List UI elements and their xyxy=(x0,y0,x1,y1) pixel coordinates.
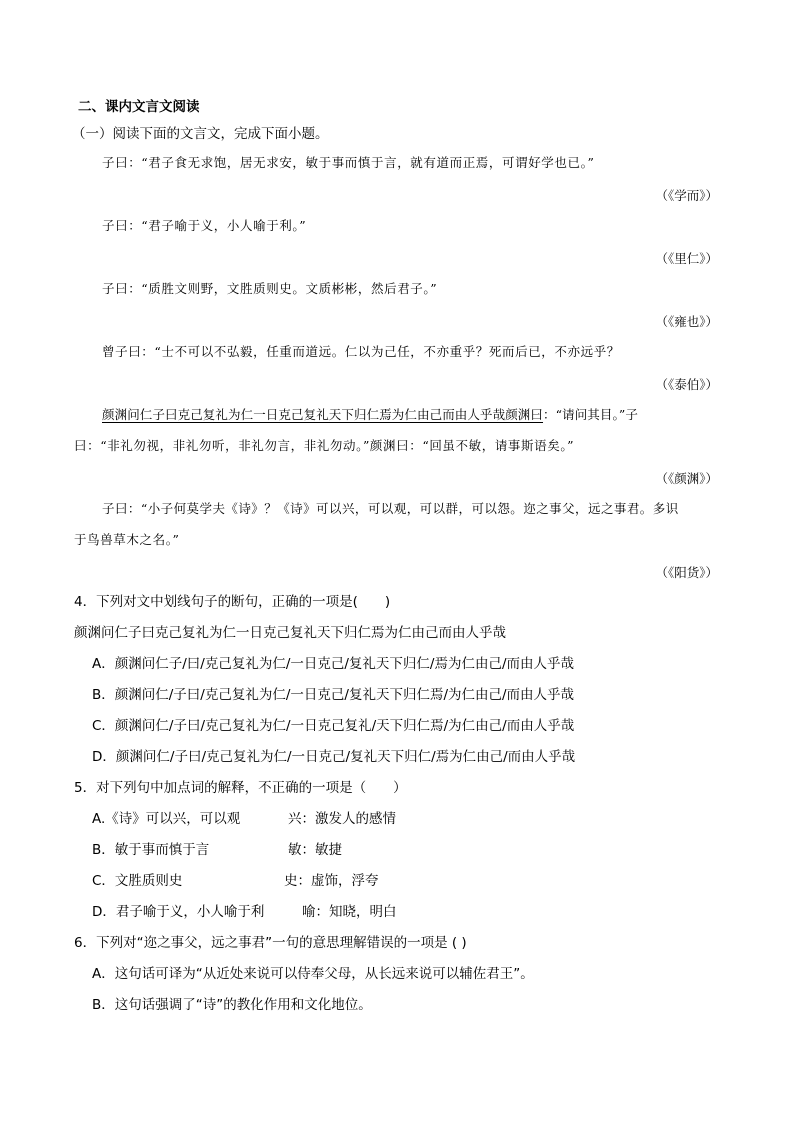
source-yanghuo: （《阳货》） xyxy=(655,565,718,580)
q5-option-c-gloss: 史：虚饰，浮夸 xyxy=(284,873,379,889)
q4-sentence: 颜渊问仁子曰克己复礼为仁一日克己复礼天下归仁焉为仁由己而由人乎哉 xyxy=(74,625,506,641)
passage-yongye: 子曰：“质胜文则野，文胜质则史。文质彬彬，然后君子。” xyxy=(102,281,438,296)
passage-xueer: 子曰：“君子食无求饱，居无求安，敏于事而慎于言，就有道而正焉，可谓好学也已。” xyxy=(102,155,595,170)
yanyuan-line1-rest: ：“请问其目。”子 xyxy=(543,407,638,422)
q5-stem: 5．对下列句中加点词的解释，不正确的一项是（ ） xyxy=(74,780,407,796)
source-xueer: （《学而》） xyxy=(655,188,718,203)
q4-option-b[interactable]: B．颜渊问仁/子曰/克己复礼为仁/一日克己/复礼天下归仁焉/为仁由己/而由人乎哉 xyxy=(92,687,575,703)
passage-yanyuan-line1 xyxy=(102,406,638,424)
q5-option-c-sentence: C．文胜质则史 xyxy=(92,873,183,889)
q5-option-a-sentence: A.《诗》可以兴，可以观 xyxy=(92,811,241,827)
passage-yanyuan-line2: 曰：“非礼勿视，非礼勿听，非礼勿言，非礼勿动。”颜渊曰：“回虽不敏，请事斯语矣。” xyxy=(74,438,575,453)
passage-liren: 子曰：“君子喻于义，小人喻于利。” xyxy=(102,218,307,233)
underlined-sentence: 颜渊问仁子曰克己复礼为仁一日克己复礼天下归仁焉为仁由己而由人乎哉颜渊曰 xyxy=(102,407,544,422)
q4-option-a[interactable]: A．颜渊问仁子/曰/克己复礼为仁/一日克己/复礼天下归仁/焉为仁由己/而由人乎哉 xyxy=(92,656,575,672)
q5-option-b-sentence: B．敏于事而慎于言 xyxy=(92,842,210,858)
passage-yanghuo-line1: 子曰：“小子何莫学夫《诗》？《诗》可以兴，可以观，可以群，可以怨。迩之事父，远之事君。多识 xyxy=(102,501,679,516)
passage-yanghuo-line2: 于鸟兽草木之名。” xyxy=(74,532,180,547)
source-liren: （《里仁》） xyxy=(655,251,718,266)
q6-stem: 6．下列对“迩之事父，远之事君”一句的意思理解错误的一项是 ( ) xyxy=(74,935,467,951)
q4-option-c[interactable]: C．颜渊问仁/子曰/克己复礼为仁/一日克己复礼/天下归仁焉/为仁由己/而由人乎哉 xyxy=(92,718,575,734)
source-taibo: （《泰伯》） xyxy=(655,377,718,392)
q5-option-d[interactable] xyxy=(92,903,397,921)
q6-option-a[interactable]: A．这句话可译为“从近处来说可以侍奉父母，从长远来说可以辅佐君王”。 xyxy=(92,966,534,982)
source-yongye: （《雍也》） xyxy=(655,314,718,329)
sub-title: （一）阅读下面的文言文，完成下面小题。 xyxy=(72,126,329,142)
section-title: 二、课内文言文阅读 xyxy=(78,99,200,115)
q5-option-d-gloss: 喻：知晓，明白 xyxy=(302,904,397,920)
q5-option-a-gloss: 兴：激发人的感情 xyxy=(288,811,396,827)
q5-option-b-gloss: 敏：敏捷 xyxy=(288,842,342,858)
q4-stem: 4．下列对文中划线句子的断句，正确的一项是( ) xyxy=(74,594,391,610)
q5-option-c[interactable] xyxy=(92,872,379,890)
q4-option-d[interactable]: D．颜渊问仁/子曰/克己复礼为仁/一日克己/复礼天下归仁/焉为仁由己/而由人乎哉 xyxy=(92,749,576,765)
source-yanyuan: （《颜渊》） xyxy=(655,471,718,486)
q5-option-d-sentence: D．君子喻于义，小人喻于利 xyxy=(92,904,265,920)
q5-option-a[interactable] xyxy=(92,810,396,828)
q5-option-b[interactable] xyxy=(92,841,342,859)
passage-taibo: 曾子曰：“士不可以不弘毅，任重而道远。仁以为己任，不亦重乎？死而后已，不亦远乎？ xyxy=(102,344,620,359)
q6-option-b[interactable]: B．这句话强调了“诗”的教化作用和文化地位。 xyxy=(92,997,372,1013)
